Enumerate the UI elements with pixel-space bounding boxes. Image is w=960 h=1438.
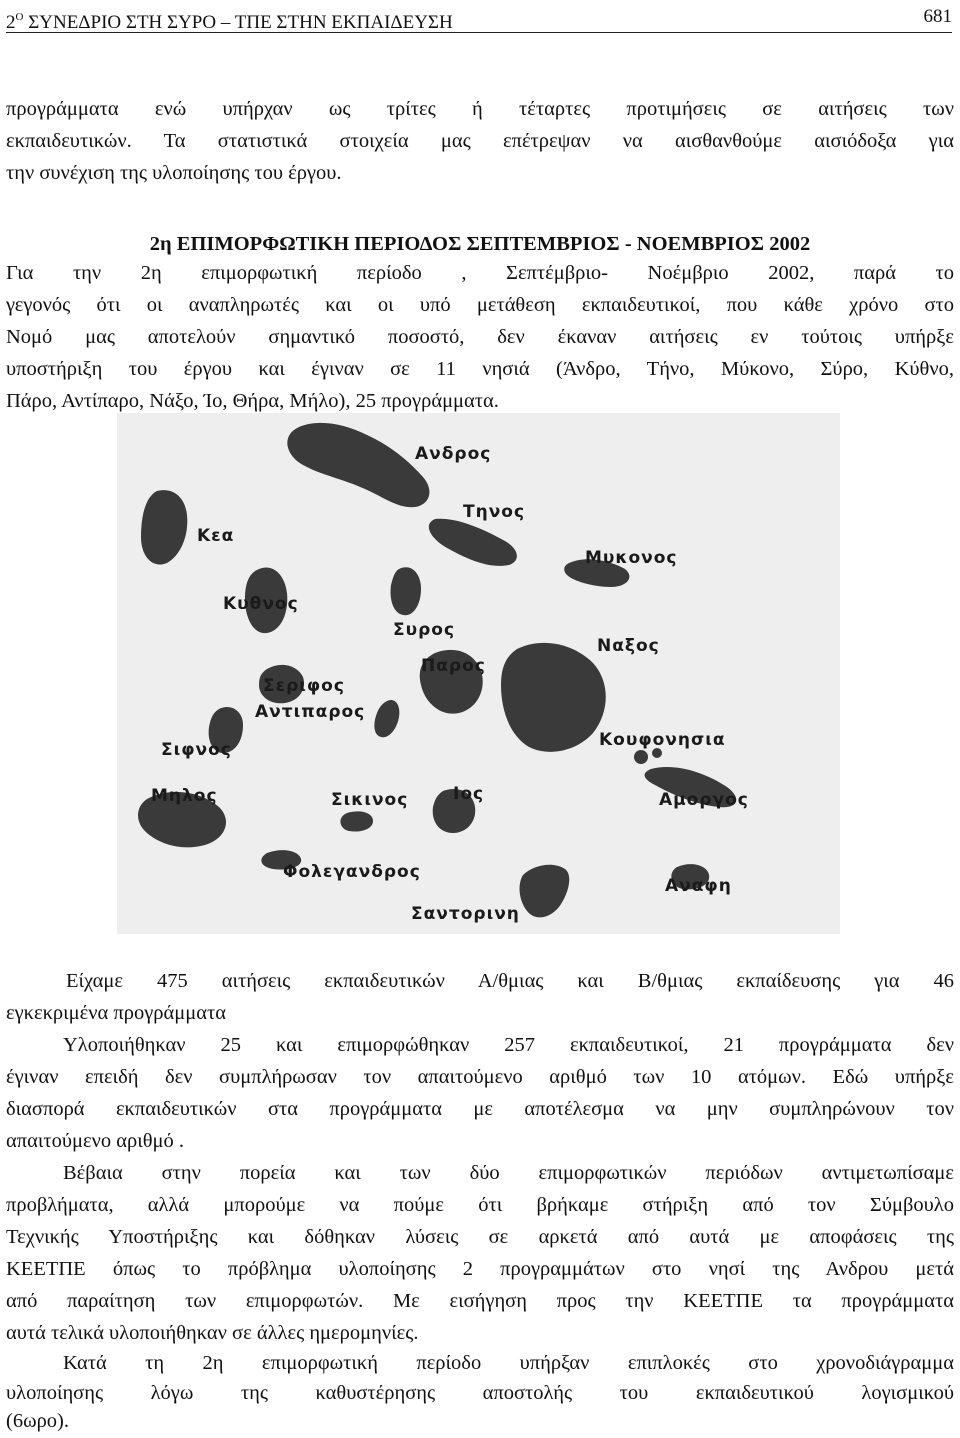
map-label-ios: Ιος bbox=[453, 784, 485, 804]
body-p1-line-1: Είχαμε 475 αιτήσεις εκπαιδευτικών Α/θμιας και Β/θμιας εκπαίδευσης για 46 bbox=[66, 970, 954, 992]
map-label-paros: Παρος bbox=[421, 656, 486, 676]
section-line-4: υποστήριξη του έργου και έγιναν σε 11 νησιά (Άνδρο, Τήνο, Μύκονο, Σύρο, Κύθνο, bbox=[6, 358, 954, 380]
section-line-5: Πάρο, Αντίπαρο, Νάξο, Ίο, Θήρα, Μήλο), 25 προγράμματα. bbox=[6, 390, 499, 412]
map-label-mykonos: Μυκονος bbox=[585, 548, 678, 568]
intro-line-1: προγράμματα ενώ υπήρχαν ως τρίτες ή τέταρτες προτιμήσεις σε αιτήσεις των bbox=[6, 98, 954, 120]
body-p2-line-3: διασπορά εκπαιδευτικών στα προγράμματα με αποτέλεσμα να μην συμπληρώνουν τον bbox=[6, 1098, 954, 1120]
map-label-anafi: Αναφη bbox=[665, 876, 732, 896]
map-label-andros: Ανδρος bbox=[415, 444, 492, 464]
body-p2-line-4: απαιτούμενο αριθμό . bbox=[6, 1130, 185, 1152]
map-label-kythnos: Κυθνος bbox=[223, 594, 299, 614]
body-p3-line-5: από παραίτηση των επιμορφωτών. Με εισήγηση προς την ΚΕΕΤΠΕ τα προγράμματα bbox=[6, 1290, 954, 1312]
section-line-1: Για την 2η επιμορφωτική περίοδο , Σεπτέμβριο- Νοέμβριο 2002, παρά το bbox=[6, 262, 954, 284]
header-title: $2^O$ ΣΥΝΕΔΡΙΟ ΣΤΗ ΣΥΡΟ – ΤΠΕ ΣΤΗΝ ΕΚΠΑΙΔΕΥΣΗ bbox=[6, 11, 453, 33]
map-label-kea: Κεα bbox=[197, 526, 235, 546]
body-p3-line-4: ΚΕΕΤΠΕ όπως το πρόβλημα υλοποίησης 2 προγραμμάτων στο νησί της Ανδρου μετά bbox=[6, 1258, 954, 1280]
map-label-antiparos: Αντιπαρος bbox=[255, 702, 366, 722]
map-label-serifos: Σεριφος bbox=[263, 676, 345, 696]
body-p2-line-1: Υλοποιήθηκαν 25 και επιμορφώθηκαν 257 εκπαιδευτικοί, 21 προγράμματα δεν bbox=[63, 1034, 954, 1056]
body-p2-line-2: έγιναν επειδή δεν συμπλήρωσαν τον απαιτούμενο αριθμό των 10 ατόμων. Εδώ υπήρξε bbox=[6, 1066, 954, 1088]
running-header bbox=[6, 6, 952, 33]
map-label-amorgos: Αμοργος bbox=[659, 790, 749, 810]
map-label-milos: Μηλος bbox=[151, 786, 218, 806]
map-label-folegandros: Φολεγανδρος bbox=[283, 862, 421, 882]
body-p1-line-2: εγκεκριμένα προγράμματα bbox=[6, 1002, 226, 1024]
map-label-sifnos: Σιφνος bbox=[161, 740, 232, 760]
cyclades-map bbox=[117, 413, 840, 934]
page-number: 681 bbox=[923, 6, 952, 27]
intro-line-3: την συνέχιση της υλοποίησης του έργου. bbox=[6, 162, 342, 184]
map-label-sikinos: Σικινος bbox=[331, 790, 409, 810]
map-label-tinos: Τηνος bbox=[463, 502, 526, 522]
map-label-santorini: Σαντορινη bbox=[411, 904, 520, 924]
body-p3-line-3: Τεχνικής Υποστήριξης και δόθηκαν λύσεις σε αρκετά από αυτά με αποφάσεις της bbox=[6, 1226, 954, 1248]
intro-line-2: εκπαιδευτικών. Τα στατιστικά στοιχεία μας επέτρεψαν να αισθανθούμε αισιόδοξα για bbox=[6, 130, 954, 152]
body-p3-line-2: προβλήματα, αλλά μπορούμε να πούμε ότι βρήκαμε στήριξη από τον Σύμβουλο bbox=[6, 1194, 954, 1216]
section-line-3: Νομό μας αποτελούν σημαντικό ποσοστό, δεν έκαναν αιτήσεις εν τούτοις υπήρξε bbox=[6, 326, 954, 348]
section-heading: 2η ΕΠΙΜΟΡΦΩΤΙΚΗ ΠΕΡΙΟΔΟΣ ΣΕΠΤΕΜΒΡΙΟΣ - ΝΟΕΜΒΡΙΟΣ 2002 bbox=[149, 233, 811, 255]
map-label-syros: Συρος bbox=[393, 620, 456, 640]
body-p3-line-1: Βέβαια στην πορεία και των δύο επιμορφωτικών περιόδων αντιμετωπίσαμε bbox=[63, 1162, 954, 1184]
body-p4-line-1: Κατά τη 2η επιμορφωτική περίοδο υπήρξαν επιπλοκές στο χρονοδιάγραμμα bbox=[63, 1352, 954, 1374]
body-p4-line-2: υλοποίησης λόγω της καθυστέρησης αποστολής του εκπαιδευτικού λογισμικού bbox=[6, 1382, 954, 1404]
map-label-naxos: Ναξος bbox=[597, 636, 660, 656]
section-line-2: γεγονός ότι οι αναπληρωτές και οι υπό μετάθεση εκπαιδευτικοί, που κάθε χρόνο στο bbox=[6, 294, 954, 316]
body-p4-line-3: (6ωρο). bbox=[6, 1410, 70, 1432]
map-label-koufonisia: Κουφονησια bbox=[599, 730, 726, 750]
koufonisia-island bbox=[634, 750, 648, 764]
body-p3-line-6: αυτά τελικά υλοποιήθηκαν σε άλλες ημερομηνίες. bbox=[6, 1322, 419, 1344]
